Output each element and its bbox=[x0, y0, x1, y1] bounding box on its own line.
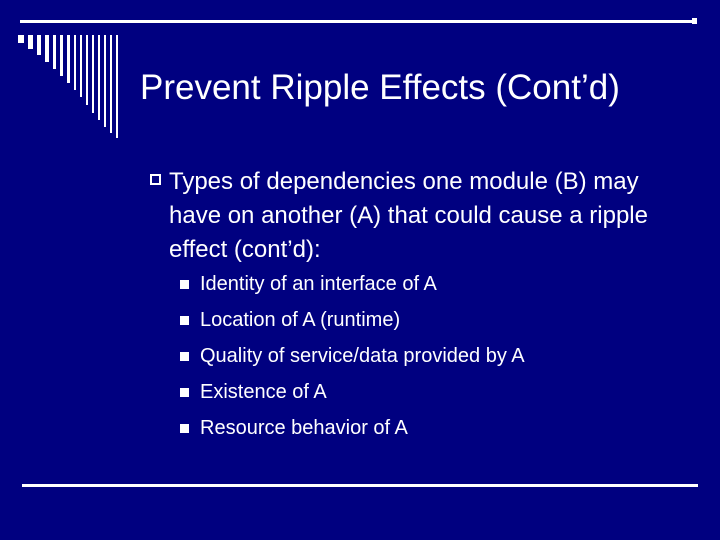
filled-square-bullet-icon bbox=[180, 316, 189, 325]
sub-bullet-text: Identity of an interface of A bbox=[200, 273, 437, 295]
slide-title: Prevent Ripple Effects (Cont’d) bbox=[140, 68, 620, 107]
hollow-square-bullet-icon bbox=[150, 174, 161, 185]
sub-bullet-text: Resource behavior of A bbox=[200, 417, 408, 439]
bottom-divider bbox=[22, 484, 698, 487]
top-divider bbox=[20, 20, 697, 23]
filled-square-bullet-icon bbox=[180, 424, 189, 433]
filled-square-bullet-icon bbox=[180, 388, 189, 397]
main-bullet-text: Types of dependencies one module (B) may have on another (A) that could cause a ripple effect (cont’d): bbox=[169, 168, 648, 263]
sub-bullet-text: Location of A (runtime) bbox=[200, 309, 401, 331]
sub-bullet-text: Existence of A bbox=[200, 381, 327, 403]
filled-square-bullet-icon bbox=[180, 280, 189, 289]
filled-square-bullet-icon bbox=[180, 352, 189, 361]
sub-bullet-text: Quality of service/data provided by A bbox=[200, 345, 525, 367]
